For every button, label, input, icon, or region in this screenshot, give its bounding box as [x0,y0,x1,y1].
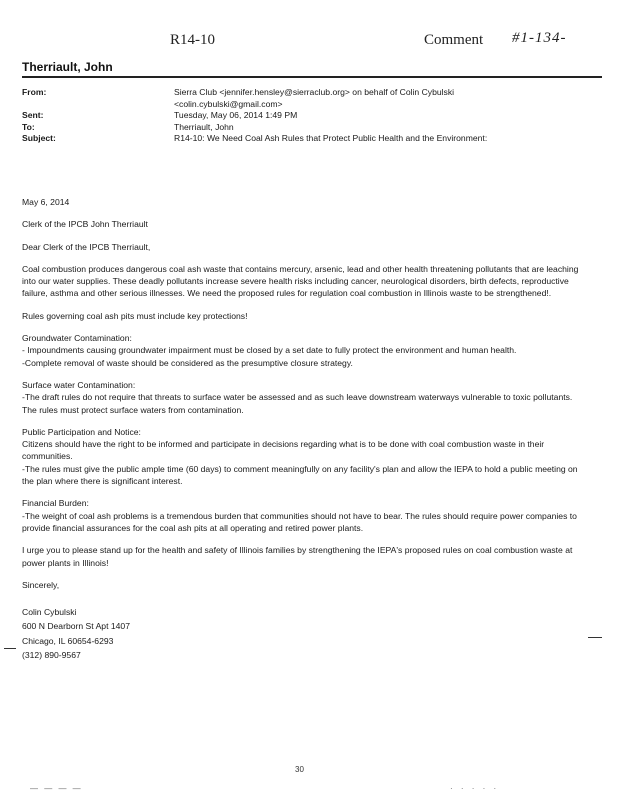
surface-heading: Surface water Contamination: [22,379,136,390]
letter-body [22,196,588,662]
surface-line1: -The draft rules do not require that threats to surface water be assessed and as such leave downstream waterways vulnerable to toxic pollutants. The rules must protect surface waters from contamination. [22,392,573,415]
signer-city: Chicago, IL 60654-6293 [22,635,114,646]
financial-section [22,497,588,534]
closing-request: I urge you to please stand up for the health and safety of Illinois families by strengthening the IEPA's proposed rules on coal combustion waste at power plants in Illinois! [22,545,573,568]
from-row [22,87,602,110]
sent-label: Sent: [22,110,44,120]
rules-intro: Rules governing coal ash pits must include key protections! [22,310,248,321]
subject-label: Subject: [22,133,56,143]
footer-marks-left: — — — — [30,784,83,793]
subject-value: R14-10: We Need Coal Ash Rules that Protect Public Health and the Environment: [174,133,488,143]
signer-street: 600 N Dearborn St Apt 1407 [22,621,130,632]
subject-row [22,133,602,145]
groundwater-line2: -Complete removal of waste should be considered as the presumptive closure strategy. [22,357,353,368]
footer-marks-right: · · · · · [450,784,500,793]
from-value [174,87,602,110]
docket-number: R14-10 [170,32,215,48]
public-section [22,426,588,487]
public-line2: -The rules must give the public ample time (60 days) to comment meaningfully on any facility's plan and allow the IEPA to hold a public meeting on the plan where there is significant interest. [22,463,578,487]
comment-number: #1-134- [512,30,567,46]
financial-heading: Financial Burden: [22,498,89,509]
to-row [22,122,602,134]
surface-section [22,379,588,416]
closing: Sincerely, [22,579,60,590]
signer-name: Colin Cybulski [22,607,77,618]
letter-recipient: Clerk of the IPCB John Therriault [22,219,148,230]
to-label: To: [22,121,35,132]
header-divider [22,76,602,78]
financial-line1: -The weight of coal ash problems is a tremendous burden that communities should not have to bear. The rules should require power companies to provide financial assurances for the coal ash pits at all operating and retired power plants. [22,510,577,533]
groundwater-section [22,332,588,369]
mailbox-owner: Therriault, John [22,60,113,74]
letter-date: May 6, 2014 [22,197,70,207]
signer-phone: (312) 890-9567 [22,649,81,660]
letter-intro: Coal combustion produces dangerous coal ash waste that contains mercury, arsenic, lead and other health threatening pollutants that are leaching into our water supplies. These deadly pollutants increase severe health risks including cancer, neurological disorders, birth defects, reproductive failure, asthma and other serious illnesses. We need the proposed rules for regulation coal combustion in Illinois waste to be strengthened!. [22,263,579,299]
public-line1: Citizens should have the right to be informed and participate in decisions regarding what is to be done with coal combustion waste in their communities. [22,439,545,462]
to-value: Therriault, John [174,121,234,132]
comment-label: Comment [424,32,484,48]
margin-mark-left [4,648,16,649]
email-meta [22,87,602,145]
public-heading: Public Participation and Notice: [22,426,141,437]
groundwater-heading: Groundwater Contamination: [22,333,132,344]
sent-value: Tuesday, May 06, 2014 1:49 PM [174,110,298,120]
groundwater-line1: - Impoundments causing groundwater impairment must be closed by a set date to fully protect the environment and human health. [22,345,517,356]
signature-block [22,605,588,662]
from-value-line2: <colin.cybulski@gmail.com> [174,98,283,109]
from-label: From: [22,87,47,97]
sent-row [22,110,602,122]
page-number: 30 [295,765,304,774]
letter-salutation: Dear Clerk of the IPCB Therriault, [22,241,151,252]
from-value-line1: Sierra Club <jennifer.hensley@sierraclub.org> on behalf of Colin Cybulski [174,87,455,97]
margin-mark-right [588,637,602,638]
